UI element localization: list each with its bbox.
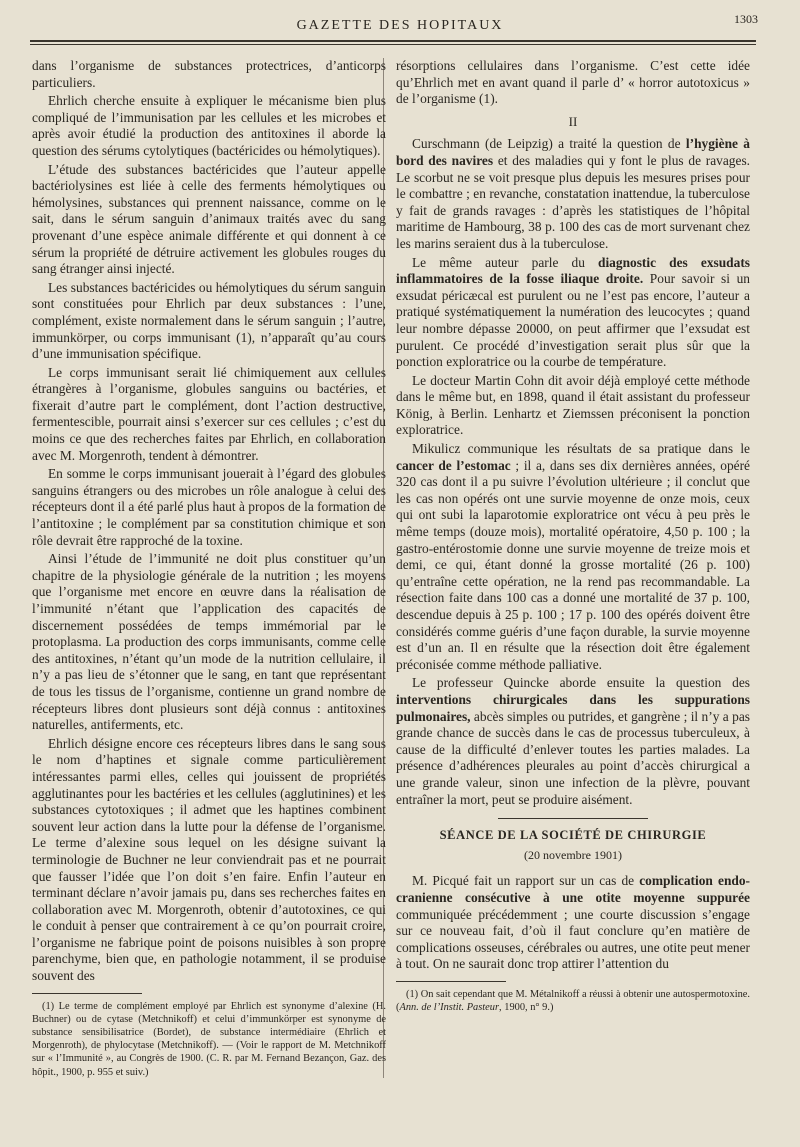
journal-title: GAZETTE DES HOPITAUX xyxy=(296,18,504,33)
paragraph: Mikulicz communique les résultats de sa pratique dans le cancer de l’estomac ; il a, dans ses dix dernières années, opéré 320 cas dont il a pu suivre l’évolution ultérieure ; il conclut que les cas non opérés ont une survie moyenne de onze mois, ceux qui ont subi la laparotomie exploratrice ont vécu à peu près le même temps (douze mois), mortalité opératoire, 4,50 p. 100 ; la gastro-entérostomie donne une survie moyenne de treize mois et demi, ce qui, étant donné la grosse mortalité (26 p. 100) qu’entraîne cette opération, ne la rend pas recommandable. La résection faite dans 100 cas a donné une mortalité de 37 p. 100, descendue depuis à 25 p. 100 ; 17 p. 100 des opérés doivent être considérés comme guéris d’une façon durable, la survie moyenne est d’un an. Il en résulte que la résection doit être également préconisée comme méthode palliative. xyxy=(396,441,750,672)
footnote-rule xyxy=(32,993,142,994)
bold-topic: diagnostic des exsudats inflammatoires de la fosse iliaque droite. xyxy=(396,254,750,287)
header-rule-thin xyxy=(30,44,756,45)
bold-topic: cancer de l’estomac xyxy=(396,457,511,473)
paragraph: Le corps immunisant serait lié chimiquement aux cellules étrangères à l’organisme, globules sanguins ou bactéries, et fixerait d’autre part le complément, dont l’action destructive, fermentescible, pourrait ainsi s’exercer sur ces cellules ; c’est du moins ce que des recherches faites par Ehrlich, en collaboration avec M. Morgenroth, tendent à démontrer. xyxy=(32,364,386,463)
footnote-rule xyxy=(396,981,506,982)
paragraph: Ainsi l’étude de l’immunité ne doit plus constituer qu’un chapitre de la physiologie générale de la nutrition ; les moyens que l’organisme met encore en œuvre dans la réalisation de l’immunité n’étant que l’application des capacités de discernement possédées de temps immémorial par le protoplasma. La production des corps immunisants, comme celle des antitoxines, n’étant qu’un mode de la nutrition cellulaire, il n’y a pas lieu de s’étonner que le sang, en tant que représentant de tous les tissus de l’organisme, contienne un grand nombre de récepteurs libres dont plusieurs sont déjà connus : antitoxines naturelles, antiferments, etc. xyxy=(32,551,386,733)
footnote: (1) Le terme de complément employé par Ehrlich est synonyme d’alexine (H. Buchner) ou de cytase (Metchnikoff) et celui d’immunkörper est synonyme de substance sensibilisatrice (Bordet), de substance intermédiaire (Ehrlich et Morgenroth), de phylocytase (Metchnikoff). — (Voir le rapport de M. Metchnikoff sur « l’Immunité », au Congrès de 1900. (C. R. par M. Fernand Bezançon, Gaz. des hôpit., 1900, p. 955 et suiv.) xyxy=(32,1000,386,1078)
paragraph: Curschmann (de Leipzig) a traité la question de l’hygiène à bord des navires et des maladies qui y font le plus de ravages. Le scorbut ne se voit presque plus depuis les mesures prises pour le combattre ; en revanche, constatation inattendue, la tuberculose y fait de grands ravages : d’après les statistiques de l’hôpital maritime de Hambourg, 38 p. 100 des cas de mort survenant chez les marins seraient dus à la tuberculose. xyxy=(396,136,751,251)
section-ornament xyxy=(498,818,648,819)
bold-topic: interventions chirurgicales dans les suppurations pulmonaires, xyxy=(396,691,750,724)
paragraph: M. Picqué fait un rapport sur un cas de complication endo-cranienne consécutive à une otite moyenne suppurée communiquée précédemment ; une courte discussion s’engage sur ce nouveau fait, d’où il faut conclure qu’en matière de complications osseuses, cérébrales ou autres, une otite peut mener à tout. On ne saurait donc trop attirer l’attention du xyxy=(396,873,750,972)
paragraph: Ehrlich cherche ensuite à expliquer le mécanisme bien plus compliqué de l’immunisation par les cellules et les microbes et après avoir étudié la production des antitoxines il aborde la question des sérums cytolytiques (bactéricides ou hémolytiques). xyxy=(32,93,386,158)
paragraph: Les substances bactéricides ou hémolytiques du sérum sanguin sont constituées pour Ehrlich par deux substances : l’une, complément, existe normalement dans le sérum sanguin ; l’autre, immunkörper, ou corps immunisant (1), n’apparaît qu’au cours d’une immunisation spécifique. xyxy=(32,279,386,362)
paragraph: L’étude des substances bactéricides que l’auteur appelle bactériolysines est liée à celle des ferments hémolytiques ou hémolysines, substances qui prennent naissance, comme on le sait, dans le sérum sanguin d’animaux traités avec du sang provenant d’une espèce animale différente et qui donnent à ce sérum la propriété de détruire activement les globules rouges du sang étranger ainsi injecté. xyxy=(32,161,386,277)
paragraph: Le même auteur parle du diagnostic des exsudats inflammatoires de la fosse iliaque droite. Pour savoir si un exsudat péricæcal est purulent ou ne l’est pas encore, l’auteur a pratiqué systématiquement la numération des leucocytes ; quand leur nombre dépasse 20000, on peut affirmer que l’exsudat est purulent. Ce procédé d’investigation serait plus sûr que la ponction exploratrice ou la courbe de température. xyxy=(396,254,750,370)
header-rule xyxy=(30,40,756,42)
paragraph: dans l’organisme de substances protectrices, d’anticorps particuliers. xyxy=(32,58,386,90)
bold-topic: l’hygiène à bord des navires xyxy=(396,136,750,168)
page-number: 1303 xyxy=(734,12,758,26)
section-date: (20 novembre 1901) xyxy=(524,847,622,862)
section-number: II xyxy=(568,113,578,129)
paragraph: Le docteur Martin Cohn dit avoir déjà employé cette méthode dans le même but, en 1898, quand il était assistant du professeur König, à Berlin. Lenhartz et Ziemssen préconisent la ponction exploratrice. xyxy=(396,372,750,438)
section-heading: SÉANCE DE LA SOCIÉTÉ DE CHIRURGIE xyxy=(439,828,707,843)
paragraph: Le professeur Quincke aborde ensuite la question des interventions chirurgicales dans les suppurations pulmonaires, abcès simples ou putrides, et gangrène ; il n’y a pas grande chance de succès dans le cas de processus tuberculeux, à cause de la difficulté d’enlever toutes les parties malades. La présence d’adhérences pleurales au point d’accès chirurgical a une grande valeur, sinon une infection de la plèvre, pouvant entraîner la mort, peut se produire aisément. xyxy=(396,675,750,807)
left-column xyxy=(32,58,386,1079)
footnote: (1) On sait cependant que M. Métalnikoff a réussi à obtenir une autospermotoxine. (Ann. de l’Instit. Pasteur, 1900, n° 9.) xyxy=(396,988,750,1014)
paragraph: En somme le corps immunisant jouerait à l’égard des globules sanguins étrangers ou des microbes un rôle analogue à celui des récepteurs dont il a été parlé plus haut à propos de la formation de l’antitoxine ; le complément par sa constitution chimique et son rôle devrait être rapproché de la toxine. xyxy=(32,466,386,548)
paragraph: Ehrlich désigne encore ces récepteurs libres dans le sang sous le nom d’haptines et signale comme particulièrement intéressantes parmi elles, celles qui jouissent de propriétés agglutinantes pour les bactéries et les cellules (agglutinines) et les substances cytotoxiques ; il admet que les haptines combinent souvent leur action dans la lutte pour la défense de l’organisme. Le terme d’alexine sous lequel on les désigne suivant la terminologie de Buchner ne leur conviendrait pas et ne pourrait que fausser l’idée que l’on doit s’en faire. Enfin l’auteur en terminant déclare n’avoir jamais pu, dans ses recherches faites en collaboration avec M. Morgenroth, obtenir d’autotoxines, ce qui le conduit à penser que contrairement à ce qu’on pourrait croire, l’organisme ne fabrique point de poisons nuisibles à son propre parenchyme, bien que, en pathologie notamment, il se produise souvent des xyxy=(32,735,386,984)
right-column xyxy=(396,58,750,1014)
paragraph: résorptions cellulaires dans l’organisme. C’est cette idée qu’Ehrlich met en avant quand il parle d’ « horror autotoxicus » de l’organisme (1). xyxy=(396,58,750,107)
bold-topic: complication endo-cranienne consécutive à une otite moyenne suppurée xyxy=(396,873,750,905)
